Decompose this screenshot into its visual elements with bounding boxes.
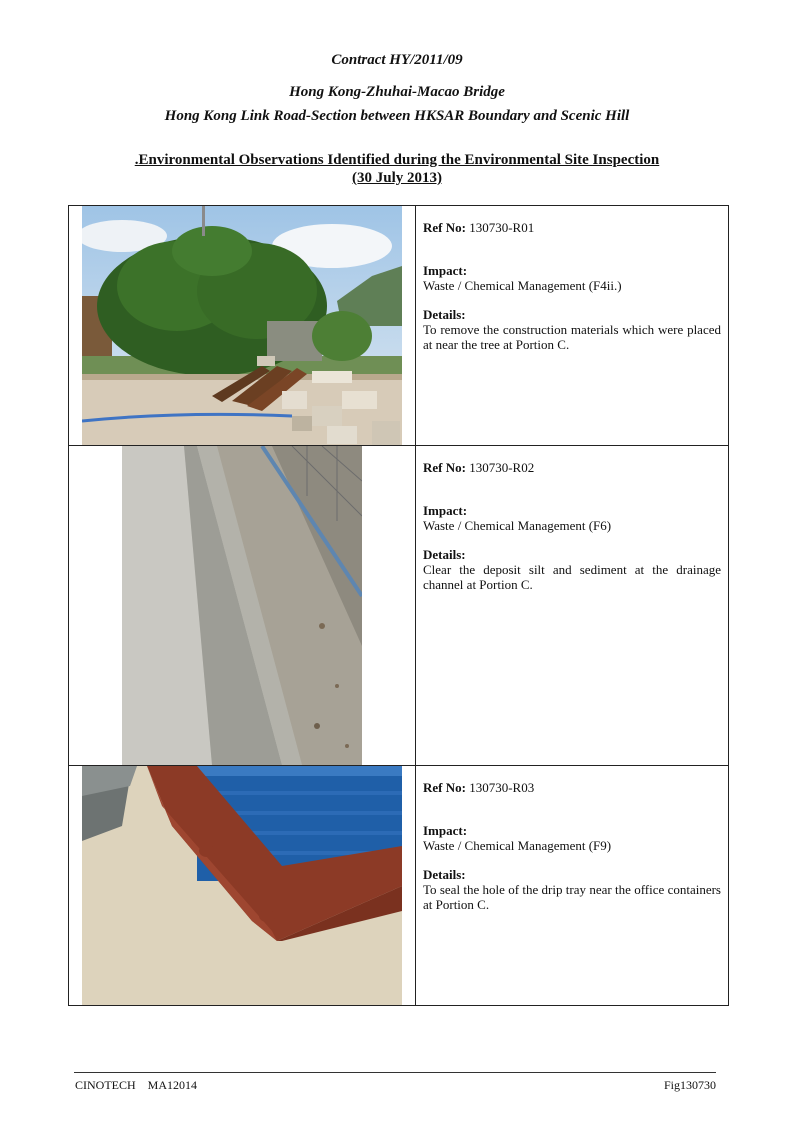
ref-no-value: 130730-R02 <box>469 460 535 475</box>
page-title: .Environmental Observations Identified during the Environmental Site Inspection <box>134 152 660 168</box>
observations-table <box>68 205 729 1006</box>
ref-no-line <box>423 460 721 475</box>
ref-no-value: 130730-R01 <box>469 220 535 235</box>
details-label: Details: <box>423 547 466 562</box>
ref-no-label: Ref No: <box>423 460 466 475</box>
impact-value: Waste / Chemical Management (F9) <box>423 838 612 853</box>
observation-row <box>69 766 729 1006</box>
details-value: Clear the deposit silt and sediment at the drainage channel at Portion C. <box>423 562 721 592</box>
ref-no-value: 130730-R03 <box>469 780 535 795</box>
impact-label: Impact: <box>423 503 468 518</box>
impact-label: Impact: <box>423 263 468 278</box>
drainage-channel-photo <box>122 446 362 765</box>
observation-details <box>416 446 729 766</box>
tree-construction-materials-photo <box>82 206 402 445</box>
ref-no-line <box>423 780 721 795</box>
photo-cell <box>69 206 416 446</box>
impact-label: Impact: <box>423 823 468 838</box>
observation-details <box>416 206 729 446</box>
impact-value: Waste / Chemical Management (F6) <box>423 518 612 533</box>
drip-tray-photo <box>82 766 402 1005</box>
details-label: Details: <box>423 867 466 882</box>
project-name: Hong Kong-Zhuhai-Macao Bridge <box>289 84 505 100</box>
photo-cell <box>69 446 416 766</box>
observation-row <box>69 446 729 766</box>
ref-no-line <box>423 220 721 235</box>
inspection-date: (30 July 2013) <box>352 170 442 186</box>
photo-cell <box>69 766 416 1006</box>
details-label: Details: <box>423 307 466 322</box>
observation-details <box>416 766 729 1006</box>
ref-no-label: Ref No: <box>423 780 466 795</box>
footer-divider <box>74 1072 716 1073</box>
figure-number: Fig130730 <box>663 1078 716 1092</box>
section-name: Hong Kong Link Road-Section between HKSAR Boundary and Scenic Hill <box>164 108 630 124</box>
details-value: To remove the construction materials which were placed at near the tree at Portion C. <box>423 322 721 352</box>
ref-no-label: Ref No: <box>423 220 466 235</box>
company-name: CINOTECH <box>75 1078 136 1092</box>
document-number: MA12014 <box>147 1078 198 1092</box>
impact-value: Waste / Chemical Management (F4ii.) <box>423 278 622 293</box>
footer-company <box>75 1078 197 1093</box>
observation-row <box>69 206 729 446</box>
contract-number: Contract HY/2011/09 <box>331 52 463 68</box>
details-value: To seal the hole of the drip tray near the office containers at Portion C. <box>423 882 721 912</box>
